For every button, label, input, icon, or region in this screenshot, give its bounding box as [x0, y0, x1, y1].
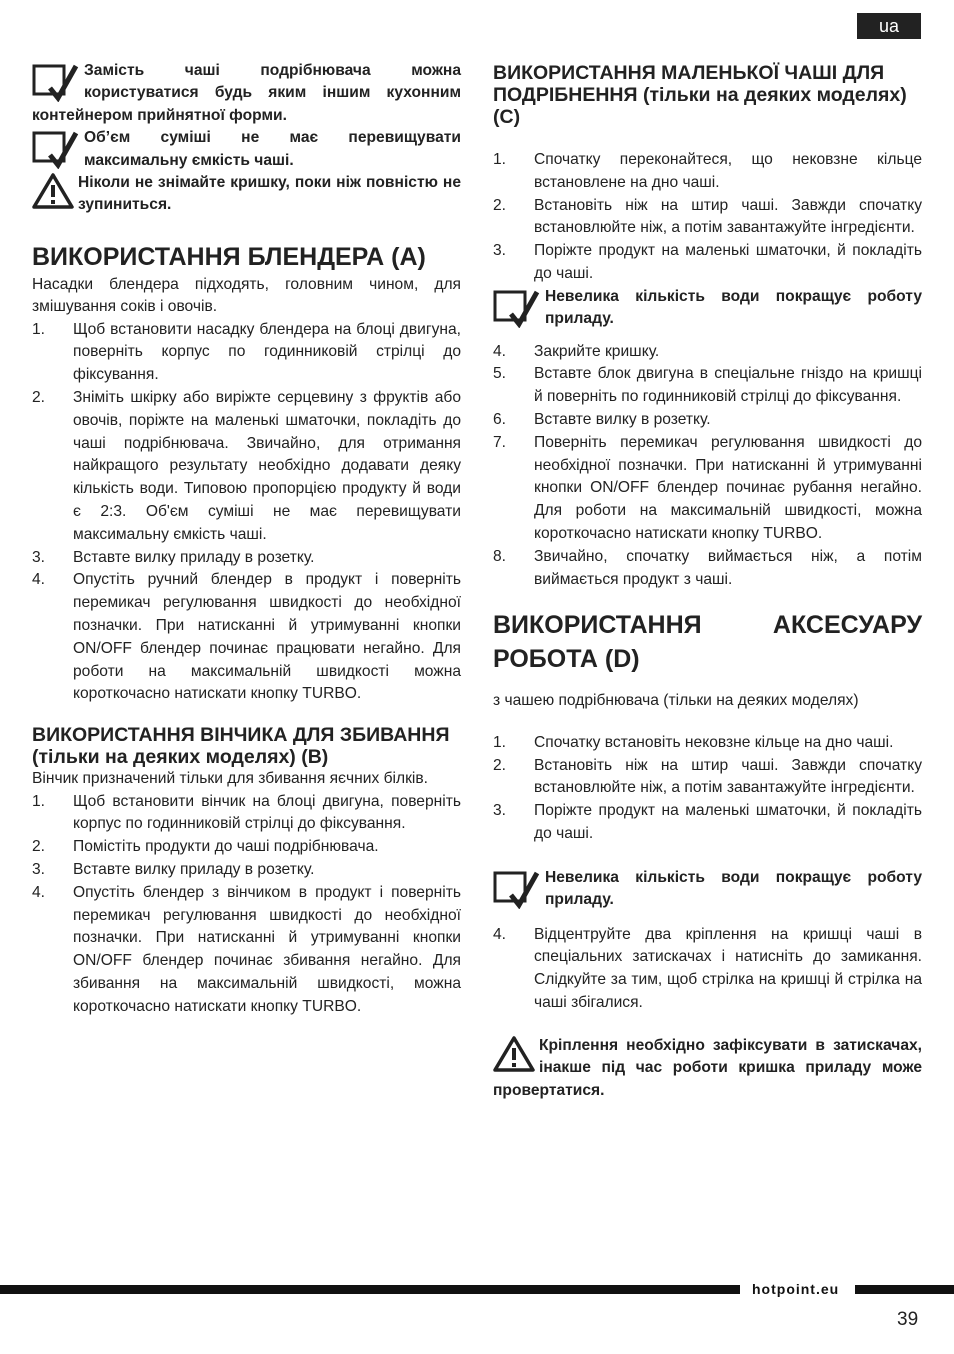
- list-item: 3. Поріжте продукт на маленькі шматочки, й покладіть до чаші.: [493, 802, 922, 842]
- tip-note: [32, 60, 461, 127]
- tip-note: [493, 286, 922, 331]
- section-title: ВИКОРИСТАННЯ БЛЕНДЕРА (A): [32, 242, 426, 271]
- warning-note: [32, 172, 461, 217]
- section-intro: Насадки блендера підходять, головним чином, для змішування соків і овочів.: [32, 275, 461, 316]
- list-item: 8. Звичайно, спочатку виймається ніж, а потім виймається продукт з чаші.: [493, 547, 922, 588]
- list-item: 3. Вставте вилку приладу в розетку.: [32, 861, 315, 878]
- section-title: ВИКОРИСТАННЯ МАЛЕНЬКОЇ ЧАШІ ДЛЯ ПОДРІБНЕННЯ (тільки на деяких моделях) (C): [493, 62, 907, 128]
- instruction-list: [493, 341, 922, 592]
- list-item: 2. Помістіть продукти до чаші подрібнювача.: [32, 838, 379, 856]
- section-intro: з чашею подрібнювача (тільки на деяких моделях): [493, 692, 859, 710]
- list-item: 4. Опустіть блендер з вінчиком в продукт і поверніть перемикач регулювання швидкості до необхідної позначки. При натисканні й утримуванні кнопки ON/OFF блендер починає збивання негайно. Для збивання на максимальній швидкості, можна короткочасно натискати кнопку TURBO.: [32, 883, 461, 1015]
- list-item: 2. Встановіть ніж на штир чаші. Завжди спочатку встановлюйте ніж, а потім завантажуйте інгредієнти.: [493, 756, 922, 797]
- tip-note: [493, 867, 922, 912]
- checkmark-note-icon: [32, 60, 82, 104]
- warning-icon: [32, 172, 76, 216]
- instruction-list: [493, 732, 922, 846]
- warning-text: Кріплення необхідно зафіксувати в затискачах, інакше під час роботи кришка приладу може провертатися.: [493, 1036, 922, 1099]
- list-item: 1. Спочатку переконайтеся, що нековзне кільце встановлене на дно чаші.: [493, 151, 922, 191]
- list-item: 4. Закрийте кришку.: [493, 342, 660, 360]
- language-badge: ua: [857, 13, 921, 39]
- section-intro: Вінчик призначений тільки для збивання яєчних білків.: [32, 770, 428, 788]
- checkmark-note-icon: [493, 286, 543, 330]
- left-column: [32, 60, 461, 1019]
- list-item: 1. Спочатку встановіть нековзне кільце на дно чаші.: [493, 733, 894, 751]
- note-text: Ніколи не знімайте кришку, поки ніж повністю не зупиниться.: [78, 174, 461, 214]
- section-title: ВИКОРИСТАННЯ ВІНЧИКА ДЛЯ ЗБИВАННЯ (тільки на деяких моделях) (B): [32, 724, 450, 769]
- tip-note: [32, 127, 461, 172]
- section-title: ВИКОРИСТАННЯ АКСЕСУАРУ РОБОТА (D): [493, 611, 922, 674]
- list-item: 5. Вставте блок двигуна в спеціальне гніздо на кришці й поверніть по годинниковій стрілці до фіксування.: [493, 365, 922, 406]
- checkmark-note-icon: [32, 127, 82, 171]
- checkmark-note-icon: [493, 867, 543, 911]
- list-item: 4. Опустіть ручний блендер в продукт і поверніть перемикач регулювання швидкості до необхідної позначки. При натисканні й утримуванні кнопки ON/OFF блендер починає працювати негайно. Для роботи на максимальній швидкості можна короткочасно натискати кнопку TURBO.: [32, 571, 461, 703]
- right-column: [493, 60, 922, 1102]
- instruction-list: [32, 319, 461, 707]
- warning-note: [493, 1035, 922, 1102]
- list-item: 3. Поріжте продукт на маленькі шматочки, й покладіть до чаші.: [493, 242, 922, 282]
- list-item: 1. Щоб встановити насадку блендера на блоці двигуна, поверніть корпус по годинниковій стрілці до фіксування.: [32, 320, 461, 384]
- instruction-list: [493, 924, 922, 1015]
- brand-url: hotpoint.eu: [752, 1281, 840, 1297]
- list-item: 7. Поверніть перемикач регулювання швидкості до необхідної позначки. При натисканні й утримуванні кнопки ON/OFF блендер починає рубання негайно. Для роботи на максимальній швидкості, можна короткочасно натискати кнопку TURBO.: [493, 433, 922, 542]
- list-item: 6. Вставте вилку в розетку.: [493, 410, 711, 428]
- list-item: 2. Встановіть ніж на штир чаші. Завжди спочатку встановлюйте ніж, а потім завантажуйте інгредієнти.: [493, 196, 922, 237]
- note-text: Невелика кількість води покращує роботу приладу.: [545, 287, 922, 328]
- instruction-list: [493, 149, 922, 286]
- warning-icon: [493, 1035, 537, 1079]
- note-text: Замість чаші подрібнювача можна користуватися будь яким іншим кухонним контейнером прийнятної форми.: [32, 62, 461, 124]
- note-text: Об’єм суміші не має перевищувати максимальну ємкість чаші.: [84, 129, 461, 169]
- footer-bar-right: [855, 1285, 954, 1294]
- list-item: 3. Вставте вилку приладу в розетку.: [32, 548, 315, 566]
- list-item: 1. Щоб встановити вінчик на блоці двигуна, поверніть корпус по годинниковій стрілці до фіксування.: [32, 792, 461, 833]
- instruction-list: [32, 791, 461, 1019]
- note-text: Невелика кількість води покращує роботу приладу.: [545, 868, 922, 909]
- footer-bar-left: [0, 1285, 740, 1294]
- list-item: 4. Відцентруйте два кріплення на кришці чаші в спеціальних затискачах і натисніть до замикання. Слідкуйте за тим, щоб стрілка на кришці й стрілка на чаші збігалися.: [493, 925, 922, 1011]
- list-item: 2. Зніміть шкірку або виріжте серцевину з фруктів або овочів, поріжте на маленькі шматочки, покладіть до чаші подрібнювача. Звичайно, для отримання найкращого результату необхідно додавати деяку кількість води. Типовою пропорцією продукту й води є 2:3. Об'єм суміші не має перевищувати максимальну ємкість чаші.: [32, 389, 461, 543]
- page-number: 39: [897, 1309, 919, 1330]
